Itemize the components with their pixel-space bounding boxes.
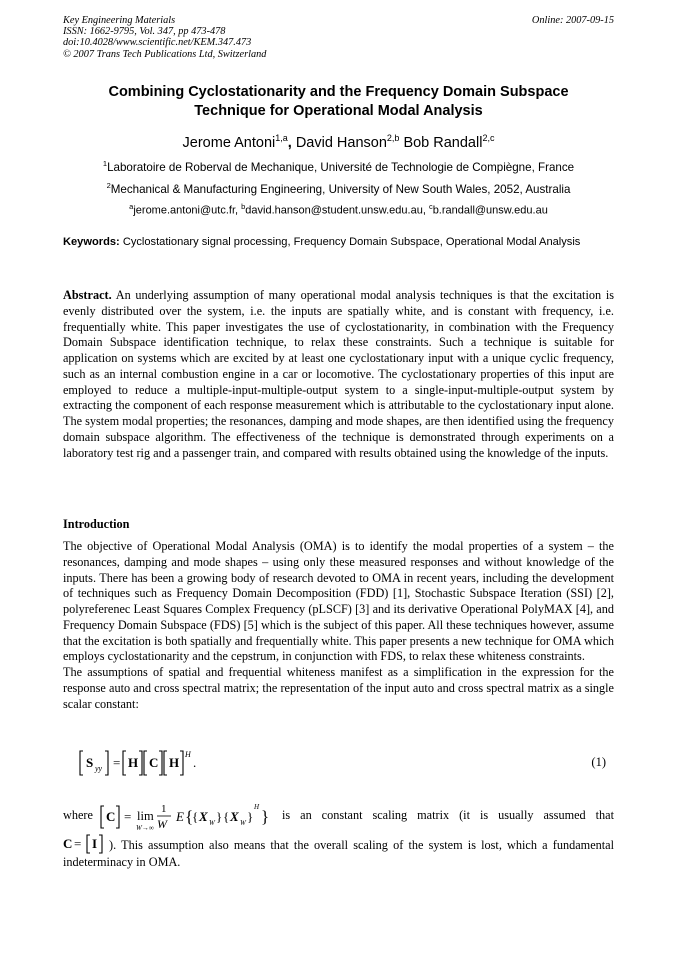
equation-definition [63, 797, 614, 835]
scaling-matrix-formula [99, 797, 279, 835]
svg-text:{: { [192, 809, 199, 824]
email-mark: a [129, 202, 134, 211]
equation-note [63, 833, 614, 871]
svg-text:yy: yy [95, 764, 103, 773]
title-line-1: Combining Cyclostationarity and the Frequency Domain Subspace [108, 84, 569, 100]
title-line-2: Technique for Operational Modal Analysis [194, 102, 483, 119]
author-affiliation-mark: 1,a [275, 133, 288, 143]
author-affiliation-mark: 2,c [482, 133, 495, 143]
journal-name: Key Engineering Materials [63, 15, 176, 26]
svg-text:=: = [74, 836, 82, 851]
svg-text:W: W [209, 819, 215, 827]
author-emails [63, 200, 614, 218]
svg-text:{: { [223, 809, 230, 824]
email-mark: c [428, 202, 433, 211]
svg-text:1: 1 [161, 803, 167, 815]
svg-text:}: } [247, 809, 254, 824]
svg-text:W: W [157, 817, 167, 831]
abstract-text: An underlying assumption of many operational modal analysis techniques is that the excitation is evenly distributed over the system, i.e. the inputs are spatially white, and is constant with frequency, i.e. frequentially white. This paper investigates the use of cyclostationarity, in combination with the Frequency Domain Subspace identification technique, to relax these constraints. Such a technique is suitable for application on systems which are excited by at least one cyclostationary input with a unique cyclic frequency, such as an internal combustion engine in a car or locomotive. The cyclostationary properties of this input are employed to reduce a multiple-input-multiple-output system to a single-input-multiple-output system by extracting the component of each response measurement which is attributable to the cyclostationary input alone. The system modal properties; the resonances, damping and mode shapes, are then identified using the frequency domain subspace algorithm. The effectiveness of the technique is demonstrated through experiments on a laboratory test rig and a passenger train, and compared with results obtained using the knowledge of the inputs. [63, 288, 614, 460]
svg-text:.: . [193, 755, 197, 770]
email-mark: b [241, 202, 246, 211]
svg-text:S: S [86, 755, 94, 770]
email-address[interactable]: b.randall@unsw.edu.au [432, 204, 548, 217]
keywords [63, 236, 614, 250]
svg-text:=: = [124, 809, 132, 824]
paper-title [63, 83, 614, 120]
svg-text:X: X [230, 809, 239, 824]
identity-matrix-formula [63, 833, 109, 855]
affiliation-text: Mechanical & Manufacturing Engineering, University of New South Wales, 2052, Australia [110, 182, 571, 196]
svg-text:H: H [254, 803, 260, 811]
online-date: Online: 2007-09-15 [531, 15, 614, 26]
svg-text:H: H [128, 755, 139, 770]
svg-text:W→∞: W→∞ [136, 824, 154, 832]
svg-text:C: C [63, 836, 73, 851]
equation-1 [63, 746, 614, 780]
equation-1-formula [77, 746, 217, 780]
svg-text:E: E [176, 809, 184, 824]
email-address[interactable]: jerome.antoni@utc.fr, [133, 204, 242, 217]
intro-paragraph-2: The assumptions of spatial and frequential whiteness manifest as a simplification in the expression for the response auto and cross spectral matrix; the representation of the input auto and cross spectral matrix as a single scalar constant: [63, 665, 614, 711]
svg-text:C: C [149, 755, 159, 770]
where-text: is an constant scaling matrix (it is usually assumed that [282, 808, 614, 822]
section-heading-introduction: Introduction [63, 517, 130, 531]
affiliation-1 [63, 157, 614, 175]
journal-issn: ISSN: 1662-9795, Vol. 347, pp 473-478 [63, 26, 226, 38]
introduction-body [63, 539, 614, 712]
svg-text:C: C [106, 809, 116, 824]
author-name: David Hanson [295, 134, 387, 151]
svg-text:I: I [92, 836, 98, 851]
author-affiliation-mark: 2,b [386, 133, 400, 143]
svg-text:lim: lim [137, 809, 154, 823]
svg-text:=: = [113, 755, 121, 770]
author-name: Bob Randall [403, 134, 483, 151]
author-name: Jerome Antoni [182, 134, 276, 151]
affiliation-text: Laboratoire de Roberval de Mechanique, Université de Technologie de Compiègne, France [107, 160, 575, 174]
svg-text:H: H [169, 755, 180, 770]
abstract-label: Abstract. [63, 288, 112, 302]
author-separator: , [287, 134, 296, 151]
journal-copyright: © 2007 Trans Tech Publications Ltd, Switzerland [63, 48, 267, 60]
svg-text:W: W [240, 819, 246, 827]
affiliation-mark: 2 [106, 181, 111, 190]
svg-text:{: { [185, 807, 194, 826]
keywords-label: Keywords: [63, 236, 120, 248]
journal-doi: doi:10.4028/www.scientific.net/KEM.347.473 [63, 37, 252, 49]
svg-text:}: } [261, 807, 270, 826]
where-word: where [63, 808, 93, 822]
equation-number: (1) [591, 755, 606, 769]
author-list [63, 129, 614, 152]
svg-text:X: X [199, 809, 208, 824]
after-text: ). This assumption also means that the overall scaling of the system is lost, which a fundamental indeterminacy in OMA. [63, 838, 614, 869]
svg-text:}: } [216, 809, 223, 824]
email-address[interactable]: david.hanson@student.unsw.edu.au, [245, 204, 429, 217]
affiliation-mark: 1 [102, 159, 108, 168]
svg-text:H: H [185, 750, 191, 759]
journal-header [63, 15, 614, 60]
keywords-text: Cyclostationary signal processing, Frequency Domain Subspace, Operational Modal Analysis [122, 236, 581, 248]
abstract [63, 288, 614, 461]
affiliation-2 [63, 179, 614, 197]
intro-paragraph-1: The objective of Operational Modal Analysis (OMA) is to identify the modal properties of a system – the resonances, damping and mode shapes – using only these measured responses and without knowledge of the inputs. There has been a growing body of research devoted to OMA in recent years, including the development of techniques such as Frequency Domain Decomposition (FDD) [1], Stochastic Subspace Iteration (SSI) [2], polyreferenec Least Squares Complex Frequency (pLSCF) [3] and its derivative Operational PolyMAX [4], and Frequency Domain Subspace (FDS) [5] which is the subject of this paper. All these techniques however, assume that the excitation is both spatially and frequentially white. This paper presents a new technique for OMA which employs cyclostationarity and the cepstrum, in conjunction with FDS, to relax these whiteness constraints. [63, 539, 614, 664]
